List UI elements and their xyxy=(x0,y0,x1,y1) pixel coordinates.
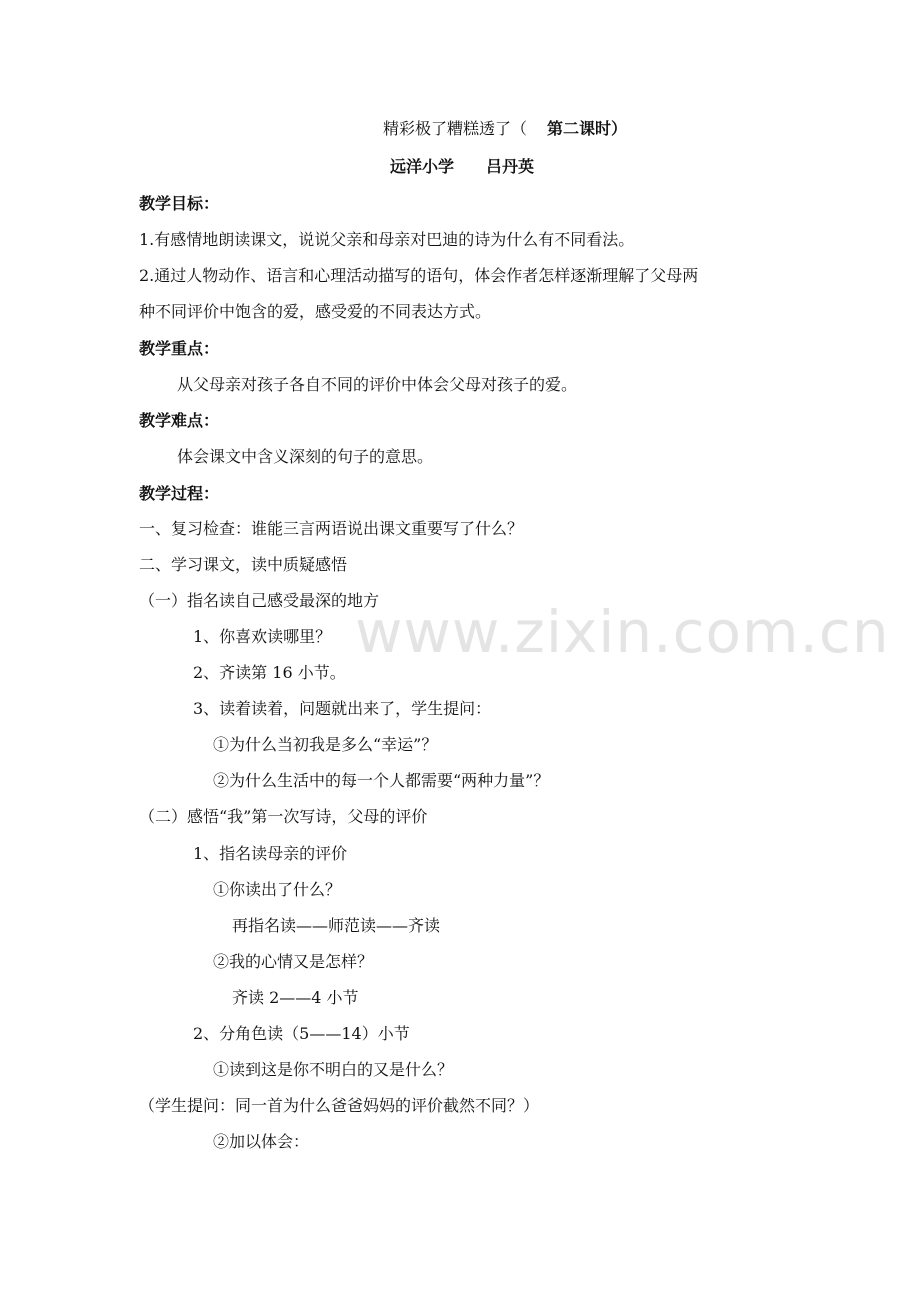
part-1-question-b: ②为什么生活中的每一个人都需要“两种力量”？ xyxy=(213,771,550,790)
lesson-title xyxy=(383,118,627,140)
lesson-title-main: 精彩极了糟糕透了（ xyxy=(383,119,528,138)
author-line: 远洋小学 吕丹英 xyxy=(390,157,535,176)
lesson-title-session: 第二课时） xyxy=(547,119,628,138)
process-step-1: 一、复习检查：谁能三言两语说出课文重要写了什么？ xyxy=(139,519,524,538)
goal-2-line-2: 种不同评价中饱含的爱，感受爱的不同表达方式。 xyxy=(139,302,492,321)
goals-heading: 教学目标： xyxy=(139,194,220,213)
key-heading: 教学重点： xyxy=(139,339,220,358)
goal-1: 1.有感情地朗读课文，说说父亲和母亲对巴迪的诗为什么有不同看法。 xyxy=(139,230,635,249)
part-2-item-2-question-a: ①读到这是你不明白的又是什么？ xyxy=(213,1060,454,1079)
part-1-item-2: 2、齐读第 16 小节。 xyxy=(193,663,346,682)
part-1-item-3: 3、读着读着，问题就出来了，学生提问： xyxy=(193,699,492,718)
difficulty-text: 体会课文中含义深刻的句子的意思。 xyxy=(177,447,434,466)
goal-2-line-1: 2.通过人物动作、语言和心理活动描写的语句，体会作者怎样逐渐理解了父母两 xyxy=(139,266,699,285)
difficulty-heading: 教学难点： xyxy=(139,411,220,430)
part-2-item-1-note-a: 再指名读——师范读——齐读 xyxy=(232,916,441,935)
part-2-item-1-question-a: ①你读出了什么？ xyxy=(213,880,342,899)
part-2-item-1: 1、指名读母亲的评价 xyxy=(193,844,348,863)
part-2-item-2-question-b: ②加以体会： xyxy=(213,1132,310,1151)
process-step-2: 二、学习课文，读中质疑感悟 xyxy=(139,555,348,574)
part-2-heading: （二）感悟“我”第一次写诗，父母的评价 xyxy=(139,807,428,826)
part-1-question-a: ①为什么当初我是多么“幸运”？ xyxy=(213,735,438,754)
process-heading: 教学过程： xyxy=(139,484,220,503)
key-text: 从父母亲对孩子各自不同的评价中体会父母对孩子的爱。 xyxy=(177,375,578,394)
part-2-item-2-student-question: （学生提问：同一首为什么爸爸妈妈的评价截然不同？） xyxy=(139,1096,540,1115)
part-2-item-1-note-b: 齐读 2——4 小节 xyxy=(232,988,359,1007)
watermark: www.zixin.com.cn xyxy=(355,598,890,666)
part-1-heading: （一）指名读自己感受最深的地方 xyxy=(139,591,380,610)
part-2-item-1-question-b: ②我的心情又是怎样？ xyxy=(213,952,374,971)
part-2-item-2: 2、分角色读（5——14）小节 xyxy=(193,1024,410,1043)
part-1-item-1: 1、你喜欢读哪里？ xyxy=(193,627,332,646)
